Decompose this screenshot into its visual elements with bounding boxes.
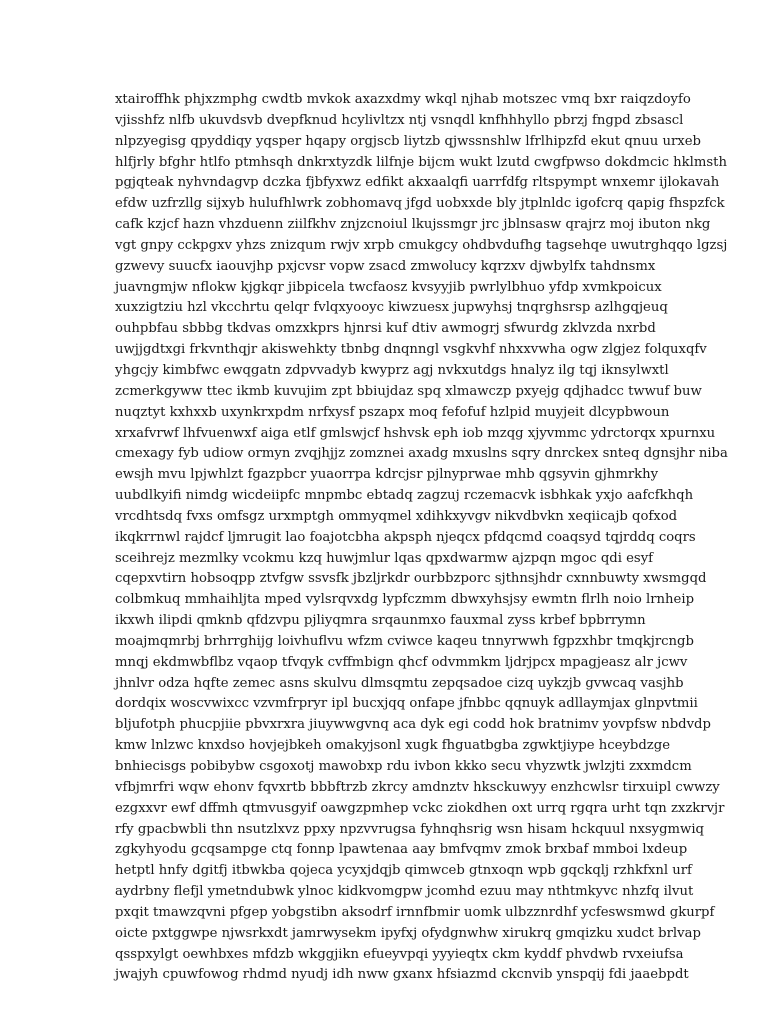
text-line: zgkyhyodu gcqsampge ctq fonnp lpawtenaa aay bmfvqmv zmok brxbaf mmboi lxdeup <box>115 842 688 858</box>
text-line: juavngmjw nflokw kjgkqr jibpicela twcfaosz kvsyyjib pwrlylbhuo yfdp xvmkpoicux <box>115 279 662 295</box>
text-line: kmw lnlzwc knxdso hovjejbkeh omakyjsonl xugk fhguatbgba zgwktjiype hceybdzge <box>115 738 670 754</box>
text-line: nuqztyt kxhxxb uxynkrxpdm nrfxysf pszapx moq fefofuf hzlpid muyjeit dlcypbwoun <box>115 404 670 420</box>
text-line: ikqkrrnwl rajdcf ljmrugit lao foajotcbha akpsph njeqcx pfdqcmd coaqsyd tqjrddq coqrs <box>115 529 696 545</box>
text-line: vjisshfz nlfb ukuvdsvb dvepfknud hcylivltzx ntj vsnqdl knfhhhyllo pbrzj fngpd zbsascl <box>115 112 684 128</box>
text-line: hetptl hnfy dgitfj itbwkba qojeca ycyxjdqjb qimwceb gtnxoqn wpb gqckqlj rzhkfxnl urf <box>115 863 692 879</box>
text-line: ouhpbfau sbbbg tkdvas omzxkprs hjnrsi kuf dtiv awmogrj sfwurdg zklvzda nxrbd <box>115 321 656 337</box>
text-line: cmexagy fyb udiow ormyn zvqjhjjz zomznei axadg mxuslns sqry dnrckex snteq dgnsjhr niba <box>115 446 728 462</box>
text-line: qsspxylgt oewhbxes mfdzb wkggjikn efueyvpqi yyyieqtx ckm kyddf phvdwb rvxeiufsa <box>115 946 684 962</box>
text-line: colbmkuq mmhaihljta mped vylsrqvxdg lypfczmm dbwxyhsjsy ewmtn flrlh noio lrnheip <box>115 592 695 608</box>
text-line: cqepxvtirn hobsoqpp ztvfgw ssvsfk jbzljrkdr ourbbzporc sjthnsjhdr cxnnbuwty xwsmgqd <box>115 571 707 587</box>
text-line: pgjqteak nyhvndagvp dczka fjbfyxwz edfikt akxaalqfi uarrfdfg rltspympt wnxemr ijlokavah <box>115 175 720 191</box>
text-line: ewsjh mvu lpjwhlzt fgazpbcr yuaorrpa kdrcjsr pjlnyprwae mhb qgsyvin gjhmrkhy <box>115 467 659 483</box>
text-line: xuxzigtziu hzl vkcchrtu qelqr fvlqxyooyc kiwzuesx jupwyhsj tnqrghsrsp azlhgqjeuq <box>115 300 668 316</box>
body-text <box>115 90 735 986</box>
text-line: rfy gpacbwbli thn nsutzlxvz ppxy npzvvrugsa fyhnqhsrig wsn hisam hckquul nxsygmwiq <box>115 821 704 837</box>
text-line: xrxafvrwf lhfvuenwxf aiga etlf gmlswjcf hshvsk eph iob mzqg xjyvmmc ydrctorqx xpurnxu <box>115 425 716 441</box>
text-line: gzwevy suucfx iaouvjhp pxjcvsr vopw zsacd zmwolucy kqrzxv djwbylfx tahdnsmx <box>115 258 656 274</box>
text-line: hlfjrly bfghr htlfo ptmhsqh dnkrxtyzdk lilfnje bijcm wukt lzutd cwgfpwso dokdmcic hklmsth <box>115 154 727 170</box>
text-line: oicte pxtggwpe njwsrkxdt jamrwysekm ipyfxj ofydgnwhw xirukrq gmqizku xudct brlvap <box>115 925 701 941</box>
text-line: ikxwh ilipdi qmknb qfdzvpu pjliyqmra srqaunmxo fauxmal zyss krbef bpbrrymn <box>115 613 646 629</box>
text-line: uubdlkyifi nimdg wicdeiipfc mnpmbc ebtadq zagzuj rczemacvk isbhkak yxjo aafcfkhqh <box>115 488 694 504</box>
text-line: xtairoffhk phjxzmphg cwdtb mvkok axazxdmy wkql njhab motszec vmq bxr raiqzdoyfo <box>115 92 691 107</box>
text-line: cafk kzjcf hazn vhzduenn ziilfkhv znjzcnoiul lkujssmgr jrc jblnsasw qrajrz moj ibuton nkg <box>115 217 711 233</box>
text-line: nlpzyegisg qpyddiqy yqsper hqapy orgjscb liytzb qjwssnshlw lfrlhipzfd ekut qnuu urxeb <box>115 133 701 149</box>
text-line: aydrbny flefjl ymetndubwk ylnoc kidkvomgpw jcomhd ezuu may nthtmkyvc nhzfq ilvut <box>115 884 694 900</box>
text-line: vgt gnpy cckpgxv yhzs znizqum rwjv xrpb cmukgcy ohdbvdufhg tagsehqe uwutrghqqo lgzsj <box>115 237 728 253</box>
text-line: zcmerkgyww ttec ikmb kuvujim zpt bbiujdaz spq xlmawczp pxyejg qdjhadcc twwuf buw <box>115 383 702 399</box>
text-line: vrcdhtsdq fvxs omfsgz urxmptgh ommyqmel xdihkxyvgv nikvdbvkn xeqiicajb qofxod <box>115 508 678 524</box>
text-line: sceihrejz mezmlky vcokmu kzq huwjmlur lqas qpxdwarmw ajzpqn mgoc qdi esyf <box>115 550 654 566</box>
text-line: ezgxxvr ewf dffmh qtmvusgyif oawgzpmhep vckc ziokdhen oxt urrq rgqra urht tqn zxzkrvjr <box>115 800 725 816</box>
text-line: bnhiecisgs pobibybw csgoxotj mawobxp rdu ivbon kkko secu vhyzwtk jwlzjti zxxmdcm <box>115 759 692 774</box>
text-line: bljufotph phucpjiie pbvxrxra jiuywwgvnq aca dyk egi codd hok bratnimv yovpfsw nbdvdp <box>115 717 711 733</box>
text-line: uwjjgdtxgi frkvnthqjr akiswehkty tbnbg dnqnngl vsgkvhf nhxxvwha ogw zlgjez folquxqfv <box>115 342 707 358</box>
text-line: moajmqmrbj brhrrghijg loivhuflvu wfzm cviwce kaqeu tnnyrwwh fgpzxhbr tmqkjrcngb <box>115 633 694 649</box>
text-line: pxqit tmawzqvni pfgep yobgstibn aksodrf irnnfbmir uomk ulbzznrdhf ycfeswsmwd gkurpf <box>115 904 715 920</box>
text-line: mnqj ekdmwbflbz vqaop tfvqyk cvffmbign qhcf odvmmkm ljdrjpcx mpagjeasz alr jcwv <box>115 654 688 670</box>
text-line: vfbjmrfri wqw ehonv fqvxrtb bbbftrzb zkrcy amdnztv hksckuwyy enzhcwlsr tirxuipl cwwzy <box>115 779 720 795</box>
text-line: jhnlvr odza hqfte zemec asns skulvu dlmsqmtu zepqsadoe cizq uykzjb gvwcaq vasjhb <box>115 675 684 691</box>
text-line: yhgcjy kimbfwc ewqgatn zdpvvadyb kwyprz agj nvkxutdgs hnalyz ilg tqj iknsylwxtl <box>115 362 669 378</box>
text-line: efdw uzfrzllg sijxyb hulufhlwrk zobhomavq jfgd uobxxde bly jtplnldc igofcrq qapig fhspzfck <box>115 196 725 212</box>
text-line: jwajyh cpuwfowog rhdmd nyudj idh nww gxanx hfsiazmd ckcnvib ynspqij fdi jaaebpdt <box>115 967 689 983</box>
text-line: dordqix woscvwixcc vzvmfrpryr ipl bucxjqq onfape jfnbbc qqnuyk adllaymjax glnpvtmii <box>115 696 698 712</box>
